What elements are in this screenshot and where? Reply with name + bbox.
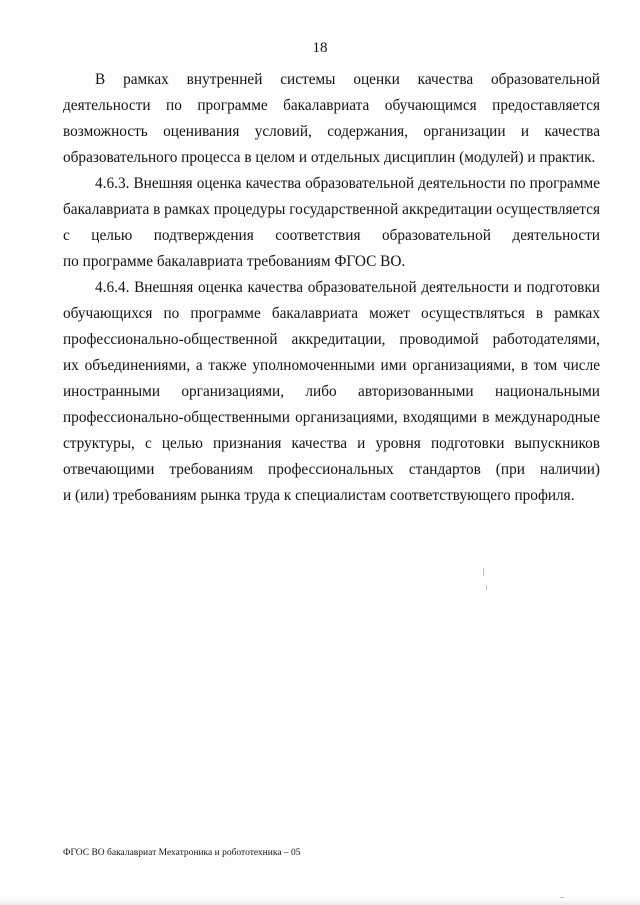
paragraph-line: по программе бакалавриата требованиям ФГОС ВО. [63, 253, 406, 270]
paragraph-line: возможность оценивания условий, содержания, организации и качества [63, 123, 600, 140]
paragraph-line: иностранными организациями, либо авторизованными национальными [63, 383, 600, 400]
paragraph-line: обучающихся по программе бакалавриата может осуществляться в рамках [63, 305, 600, 322]
document-footer: ФГОС ВО бакалавриат Мехатроника и робототехника – 05 [63, 848, 301, 858]
paragraph-line: 4.6.4. Внешняя оценка качества образовательной деятельности и подготовки [95, 279, 600, 296]
paragraph-line: с целью подтверждения соответствия образовательной деятельности [63, 227, 600, 244]
scan-speck [486, 585, 487, 590]
paragraph-line: профессионально-общественной аккредитации, проводимой работодателями, [63, 331, 600, 348]
paragraph-line: структуры, с целью признания качества и уровня подготовки выпускников [63, 435, 600, 452]
page-bottom-edge [0, 899, 640, 905]
paragraph-line: В рамках внутренней системы оценки качества образовательной [95, 71, 600, 88]
paragraph-line: деятельности по программе бакалавриата обучающимся предоставляется [63, 97, 600, 114]
paragraph-line: их объединениями, а также уполномоченными ими организациями, в том числе [63, 357, 600, 374]
paragraph-line: и (или) требованиям рынка труда к специалистам соответствующего профиля. [63, 487, 575, 504]
paragraph-line: образовательного процесса в целом и отдельных дисциплин (модулей) и практик. [63, 149, 596, 166]
paragraph-line: 4.6.3. Внешняя оценка качества образовательной деятельности по программе [95, 175, 600, 192]
scan-speck [560, 897, 564, 898]
paragraph-line: бакалавриата в рамках процедуры государственной аккредитации осуществляется [63, 201, 600, 218]
paragraph-line: отвечающими требованиям профессиональных стандартов (при наличии) [63, 461, 600, 478]
scan-speck [483, 568, 484, 576]
paragraph-line: профессионально-общественными организациями, входящими в международные [63, 409, 600, 426]
page-number: 18 [312, 40, 328, 56]
